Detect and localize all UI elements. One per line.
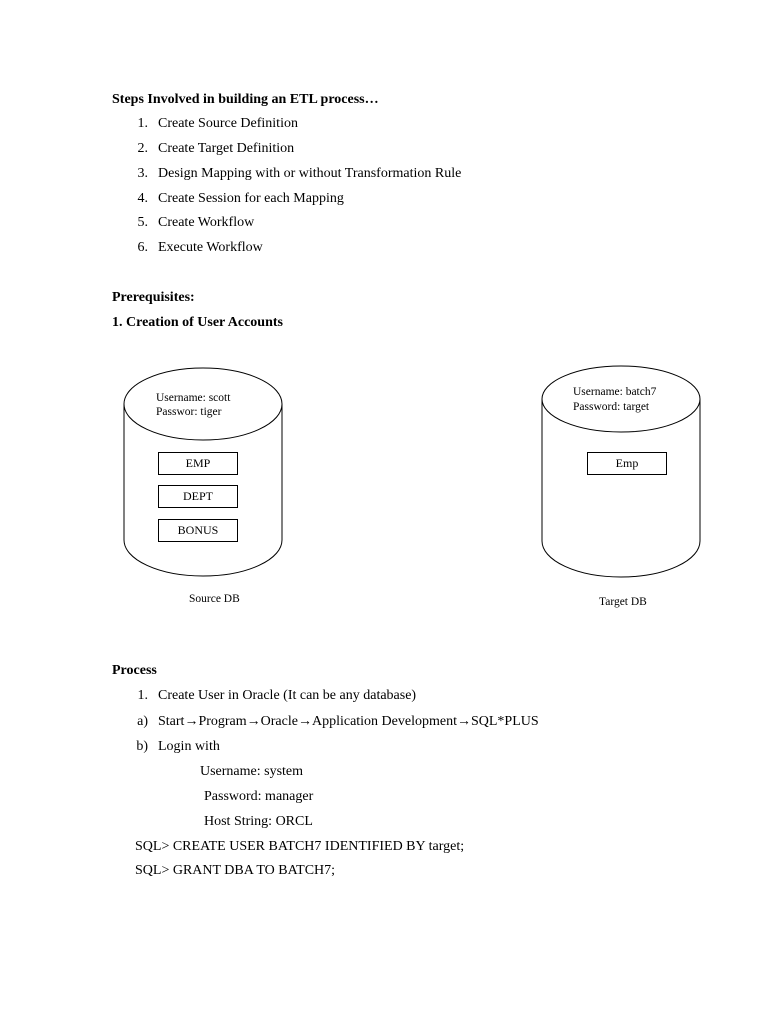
- sql-grant-dba: SQL> GRANT DBA TO BATCH7;: [135, 863, 336, 878]
- step-number: 5.: [137, 215, 148, 230]
- prerequisites-heading: Prerequisites:: [112, 290, 195, 305]
- step-number: 4.: [137, 191, 148, 206]
- target-username: Username: batch7: [573, 386, 657, 398]
- target-table-emp: Emp: [587, 452, 667, 475]
- process-heading: Process: [112, 663, 157, 678]
- target-password: Password: target: [573, 401, 650, 413]
- step-number: 6.: [137, 240, 148, 255]
- step-number: 2.: [137, 141, 148, 156]
- step-text: Create Source Definition: [158, 116, 298, 131]
- step-text: Design Mapping with or without Transformation Rule: [158, 166, 462, 181]
- step-text: Create Session for each Mapping: [158, 191, 344, 206]
- process-step-path: Start→Program→Oracle→Application Development→SQL*PLUS: [158, 714, 539, 729]
- step-number: 3.: [137, 166, 148, 181]
- process-step-letter: b): [136, 739, 148, 754]
- process-step-number: 1.: [137, 688, 148, 703]
- target-db-caption: Target DB: [599, 596, 647, 608]
- sql-create-user: SQL> CREATE USER BATCH7 IDENTIFIED BY target;: [135, 839, 465, 854]
- step-text: Create Target Definition: [158, 141, 295, 156]
- process-step-text: Create User in Oracle (It can be any database): [158, 688, 417, 703]
- user-accounts-heading: 1. Creation of User Accounts: [112, 315, 283, 330]
- login-host-string: Host String: ORCL: [204, 814, 313, 829]
- process-step-text: Login with: [158, 739, 220, 754]
- source-password: Passwor: tiger: [156, 406, 222, 418]
- step-text: Execute Workflow: [158, 240, 263, 255]
- source-table-dept: DEPT: [158, 485, 238, 508]
- process-step-letter: a): [137, 714, 148, 729]
- source-db-caption: Source DB: [189, 593, 240, 605]
- source-table-emp: EMP: [158, 452, 238, 475]
- step-text: Create Workflow: [158, 215, 255, 230]
- source-username: Username: scott: [156, 392, 231, 404]
- page-heading: Steps Involved in building an ETL process…: [112, 92, 379, 107]
- login-password: Password: manager: [204, 789, 314, 804]
- login-username: Username: system: [200, 764, 304, 779]
- source-table-bonus: BONUS: [158, 519, 238, 542]
- step-number: 1.: [137, 116, 148, 131]
